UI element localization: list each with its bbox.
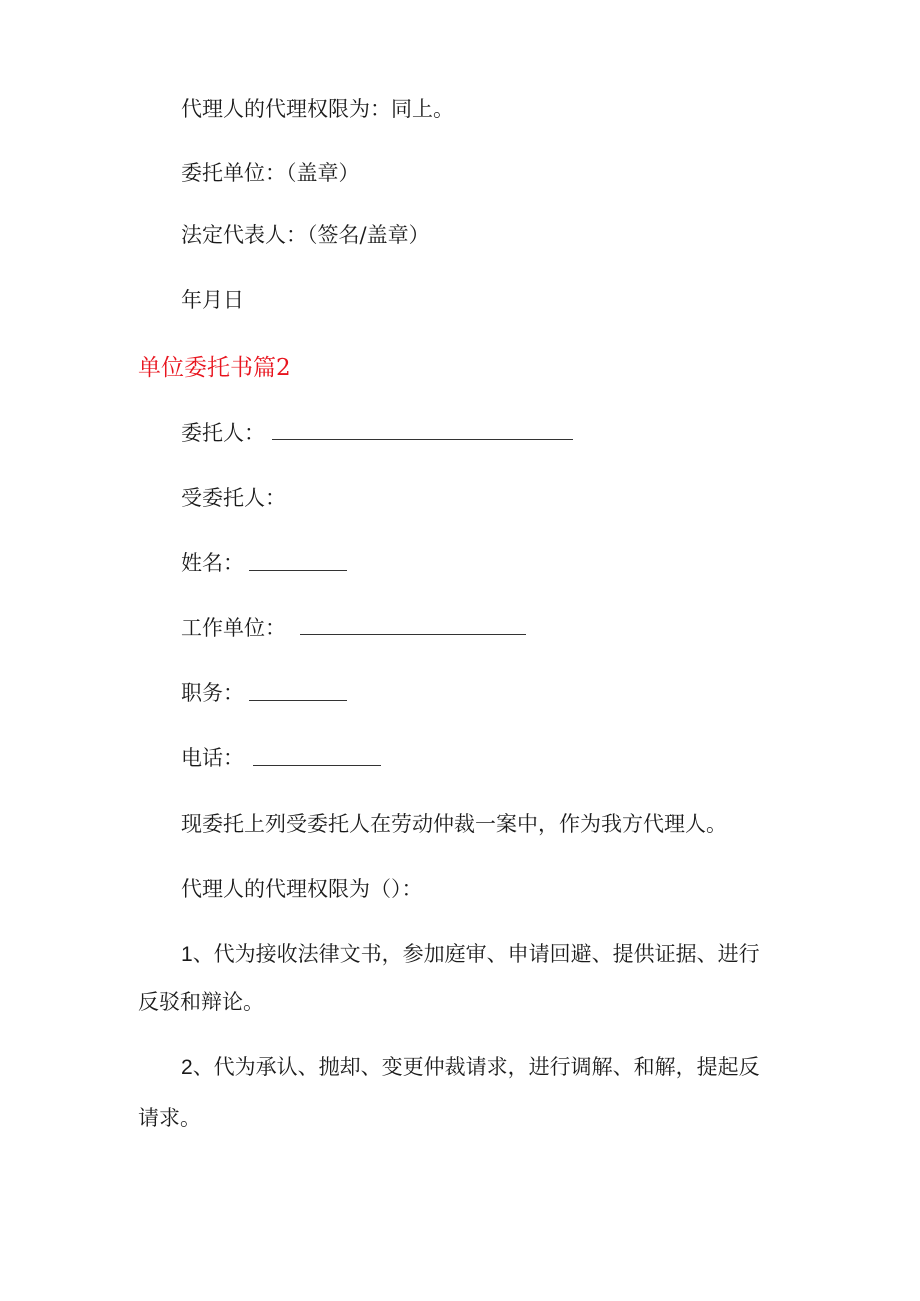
item-1-line-2: 反驳和辩论。 <box>138 990 264 1014</box>
principal-label: 委托人： <box>181 421 265 445</box>
date-line: 年月日 <box>181 288 244 312</box>
item-2-line-2: 请求。 <box>138 1106 201 1130</box>
legal-representative-line: 法定代表人：（签名/盖章） <box>181 223 430 247</box>
authority-label: 代理人的代理权限为（）： <box>181 877 423 901</box>
item-2-text: 、代为承认、抛却、变更仲裁请求，进行调解、和解，提起反 <box>192 1055 760 1079</box>
principal-blank <box>272 439 573 440</box>
item-1-text: 、代为接收法律文书，参加庭审、申请回避、提供证据、进行 <box>192 942 760 966</box>
phone-label: 电话： <box>181 746 244 770</box>
entrustment-statement: 现委托上列受委托人在劳动仲裁一案中，作为我方代理人。 <box>181 812 727 836</box>
name-label: 姓名： <box>181 551 244 575</box>
authority-same-line: 代理人的代理权限为：同上。 <box>181 97 454 121</box>
workplace-label: 工作单位： <box>181 616 286 640</box>
name-blank <box>249 570 347 571</box>
workplace-blank <box>300 634 526 635</box>
section-heading: 单位委托书篇2 <box>138 355 291 381</box>
phone-blank <box>253 765 381 766</box>
entrusting-unit-line: 委托单位：（盖章） <box>181 161 360 185</box>
item-1-line-1 <box>181 941 760 968</box>
agent-label: 受委托人： <box>181 486 286 510</box>
item-2-line-1 <box>181 1054 760 1081</box>
item-1-number: 1 <box>181 943 193 966</box>
item-2-number: 2 <box>181 1056 193 1079</box>
position-label: 职务： <box>181 681 244 705</box>
position-blank <box>249 700 347 701</box>
